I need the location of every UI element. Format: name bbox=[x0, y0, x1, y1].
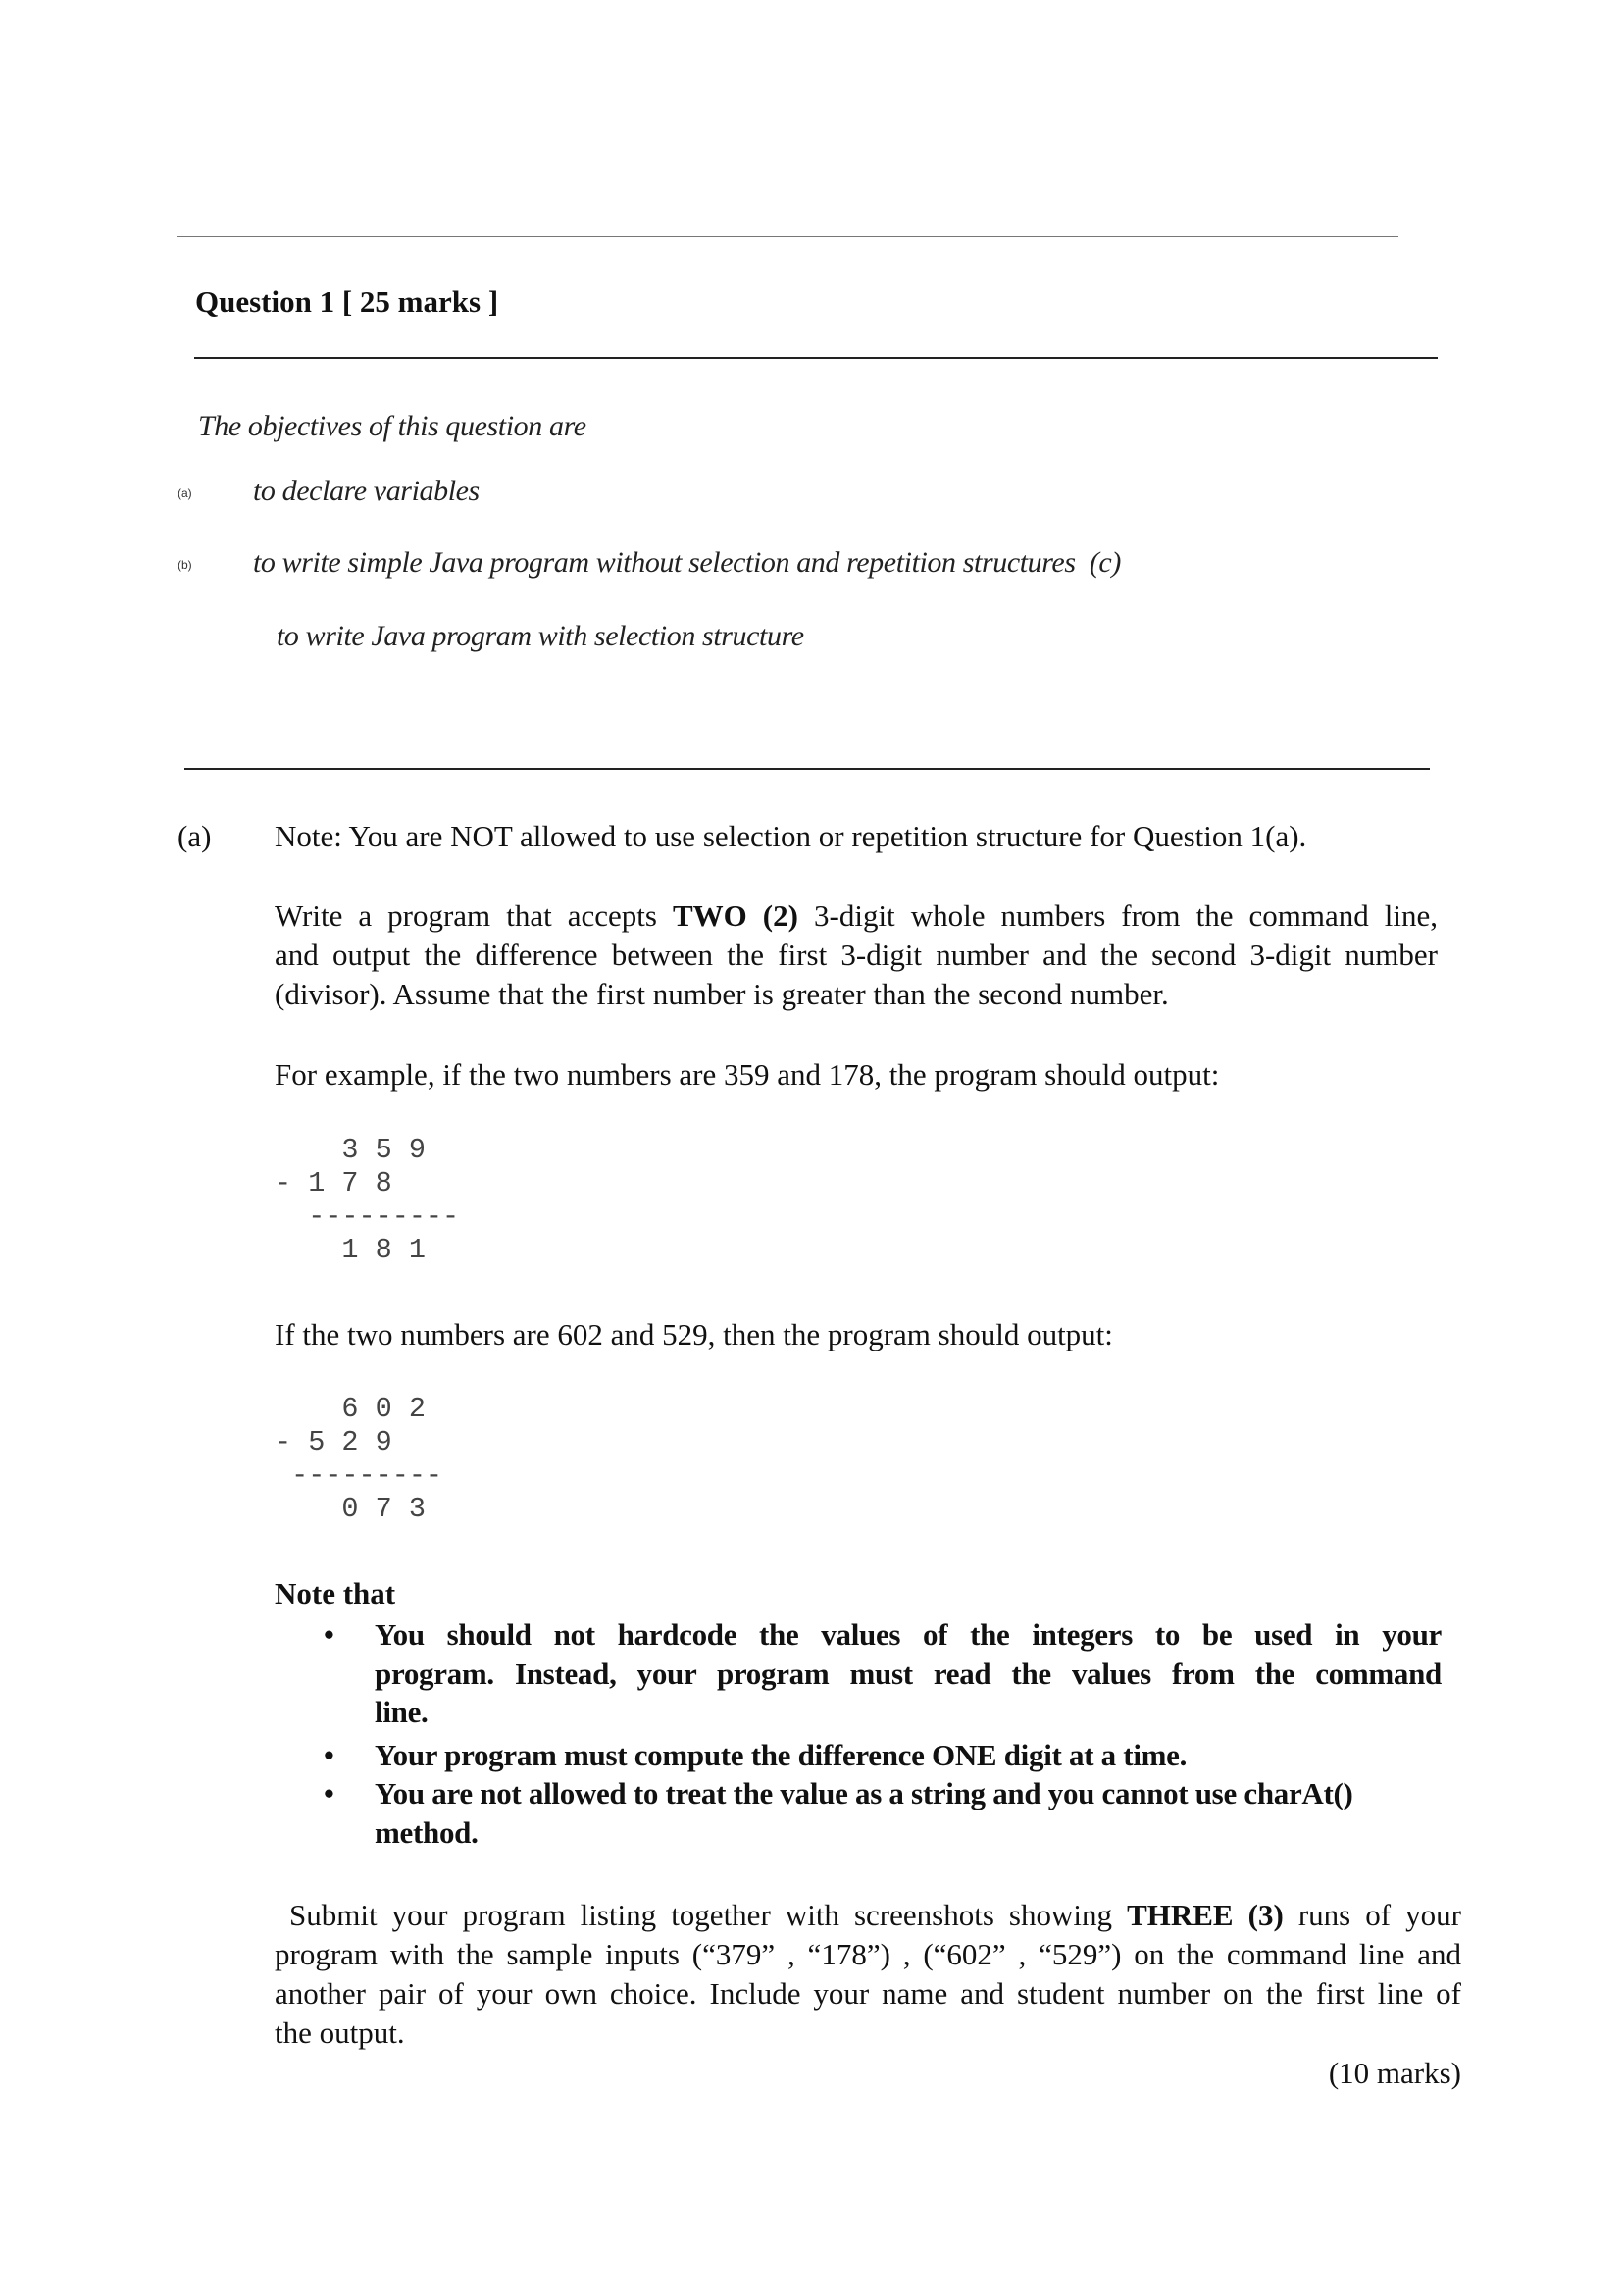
requirements-list bbox=[324, 1615, 1442, 1852]
top-divider bbox=[177, 236, 1398, 237]
code-line: 0 7 3 bbox=[275, 1493, 426, 1525]
objective-c: to write Java program with selection structure bbox=[277, 620, 804, 652]
text: Submit your program listing together with screenshots showing bbox=[275, 1898, 1128, 1932]
emphasis: TWO (2) bbox=[672, 898, 798, 933]
bullet-icon: • bbox=[324, 1776, 334, 1810]
code-line: --------- bbox=[275, 1200, 460, 1233]
emphasis: THREE (3) bbox=[1127, 1898, 1284, 1932]
objectives-divider bbox=[184, 768, 1430, 770]
question-title: Question 1 [ 25 marks ] bbox=[195, 284, 499, 319]
code-line: --------- bbox=[275, 1459, 443, 1492]
submission-instructions bbox=[275, 1896, 1461, 2053]
objective-a: to declare variables bbox=[253, 475, 480, 507]
submit-line-3: another pair of your own choice. Include your name and student number on the first line of bbox=[275, 1976, 1461, 2011]
bullet-text: You should not hardcode the values of the integers to be used in your bbox=[375, 1617, 1442, 1652]
bullet-text: You are not allowed to treat the value as a string and you cannot use charAt() bbox=[375, 1776, 1353, 1810]
example-1-output bbox=[275, 1134, 459, 1267]
submit-line-1 bbox=[275, 1896, 1461, 1935]
text: 3-digit whole numbers from the command line, bbox=[797, 898, 1439, 933]
example-2-intro: If the two numbers are 602 and 529, then the program should output: bbox=[275, 1317, 1113, 1351]
objectives-intro: The objectives of this question are bbox=[198, 410, 586, 442]
text: runs of your bbox=[1283, 1898, 1461, 1932]
submit-line-2: program with the sample inputs (“379” , “178”) , (“602” , “529”) on the command line and bbox=[275, 1937, 1461, 1971]
description-line-3: (divisor). Assume that the first number is greater than the second number. bbox=[275, 977, 1169, 1011]
objective-label-b: (b) bbox=[178, 558, 192, 572]
bullet-text: method. bbox=[375, 1814, 479, 1850]
code-line: - 5 2 9 bbox=[275, 1426, 392, 1458]
bullet-text: Your program must compute the difference ONE digit at a time. bbox=[375, 1737, 1188, 1772]
text: Write a program that accepts bbox=[275, 898, 673, 933]
code-line: - 1 7 8 bbox=[275, 1167, 392, 1199]
part-a-label: (a) bbox=[178, 819, 212, 853]
part-a-description bbox=[275, 896, 1438, 1014]
bullet-text: line. bbox=[375, 1695, 429, 1729]
list-item bbox=[324, 1615, 1442, 1732]
bullet-icon: • bbox=[324, 1737, 334, 1772]
list-item bbox=[324, 1774, 1442, 1852]
part-a-note: Note: You are NOT allowed to use selection or repetition structure for Question 1(a). bbox=[275, 819, 1307, 853]
list-item bbox=[324, 1736, 1442, 1775]
code-line: 6 0 2 bbox=[275, 1393, 426, 1425]
code-line: 3 5 9 bbox=[275, 1134, 426, 1166]
objective-label-a: (a) bbox=[178, 486, 192, 500]
submit-line-4: the output. bbox=[275, 2015, 405, 2050]
note-that-heading: Note that bbox=[275, 1576, 396, 1610]
bullet-icon: • bbox=[324, 1617, 334, 1652]
example-1-intro: For example, if the two numbers are 359 and 178, the program should output: bbox=[275, 1057, 1220, 1092]
marks-allocation: (10 marks) bbox=[1328, 2056, 1461, 2090]
code-line: 1 8 1 bbox=[275, 1234, 426, 1266]
description-line-2: and output the difference between the first 3-digit number and the second 3-digit number bbox=[275, 938, 1438, 972]
description-line-1 bbox=[275, 896, 1438, 936]
heading-divider bbox=[194, 357, 1438, 359]
bullet-text: program. Instead, your program must read the values from the command bbox=[375, 1656, 1442, 1691]
objective-b: to write simple Java program without selection and repetition structures (c) bbox=[253, 546, 1121, 579]
example-2-output bbox=[275, 1393, 442, 1526]
